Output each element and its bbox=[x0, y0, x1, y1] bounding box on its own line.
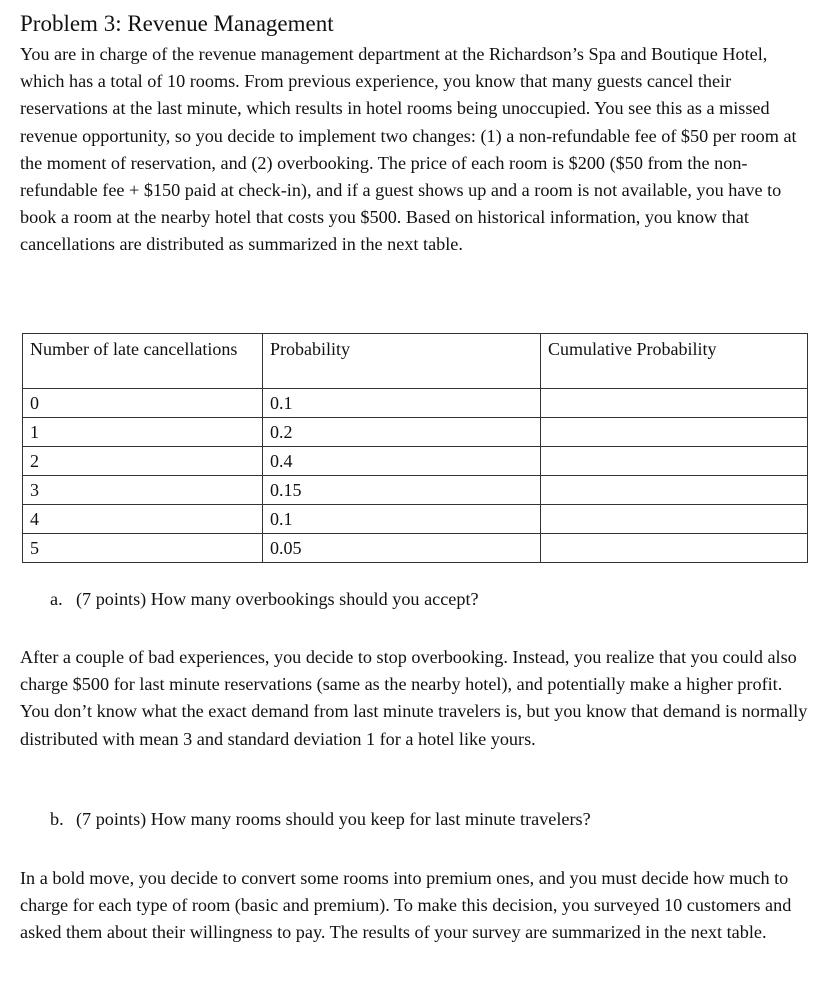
table-row bbox=[23, 476, 808, 505]
header-number-of-late-cancellations: Number of late cancellations bbox=[23, 334, 263, 389]
cell-probability: 0.05 bbox=[263, 534, 541, 563]
table-header-row bbox=[23, 334, 808, 389]
intro-paragraph: You are in charge of the revenue management department at the Richardson’s Spa and Boutique Hotel, which has a total of 10 rooms. From previous experience, you know that many guests cancel their reservations at the last minute, which results in hotel rooms being unoccupied. You see this as a missed revenue opportunity, so you decide to implement two changes: (1) a non-refundable fee of $50 per room at the moment of reservation, and (2) overbooking. The price of each room is $200 ($50 from the non-refundable fee + $150 paid at check-in), and if a guest shows up and a room is not available, you have to book a room at the nearby hotel that costs you $500. Based on historical information, you know that cancellations are distributed as summarized in the next table. bbox=[20, 44, 797, 255]
cell-cancellations: 1 bbox=[23, 418, 263, 447]
cell-cancellations: 2 bbox=[23, 447, 263, 476]
cell-cancellations: 5 bbox=[23, 534, 263, 563]
cell-cumulative bbox=[541, 447, 808, 476]
cell-probability: 0.4 bbox=[263, 447, 541, 476]
cell-probability: 0.15 bbox=[263, 476, 541, 505]
header-cumulative-probability: Cumulative Probability bbox=[541, 334, 808, 389]
table-row bbox=[23, 505, 808, 534]
cell-cumulative bbox=[541, 534, 808, 563]
question-a-text: (7 points) How many overbookings should you accept? bbox=[76, 589, 479, 609]
cancellation-table bbox=[22, 333, 808, 563]
question-a-label: a. bbox=[50, 589, 63, 609]
cell-cumulative bbox=[541, 389, 808, 418]
table-row bbox=[23, 418, 808, 447]
cell-probability: 0.1 bbox=[263, 505, 541, 534]
cell-cumulative bbox=[541, 505, 808, 534]
table-row bbox=[23, 447, 808, 476]
question-b bbox=[50, 809, 591, 830]
cell-cancellations: 0 bbox=[23, 389, 263, 418]
cell-cancellations: 4 bbox=[23, 505, 263, 534]
table-row bbox=[23, 534, 808, 563]
question-a bbox=[50, 589, 479, 610]
question-b-text: (7 points) How many rooms should you keep for last minute travelers? bbox=[76, 809, 591, 829]
paragraph-last-minute: After a couple of bad experiences, you decide to stop overbooking. Instead, you realize that you could also charge $500 for last minute reservations (same as the nearby hotel), and potentially make a higher profit. You don’t know what the exact demand from last minute travelers is, but you know that demand is normally distributed with mean 3 and standard deviation 1 for a hotel like yours. bbox=[20, 647, 808, 749]
table-row bbox=[23, 389, 808, 418]
cell-cumulative bbox=[541, 418, 808, 447]
cell-cancellations: 3 bbox=[23, 476, 263, 505]
problem-title: Problem 3: Revenue Management bbox=[20, 11, 334, 36]
question-b-label: b. bbox=[50, 809, 64, 829]
cell-probability: 0.2 bbox=[263, 418, 541, 447]
document-page bbox=[20, 10, 810, 259]
header-probability: Probability bbox=[263, 334, 541, 389]
cell-cumulative bbox=[541, 476, 808, 505]
cell-probability: 0.1 bbox=[263, 389, 541, 418]
paragraph-premium-rooms: In a bold move, you decide to convert some rooms into premium ones, and you must decide how much to charge for each type of room (basic and premium). To make this decision, you surveyed 10 customers and asked them about their willingness to pay. The results of your survey are summarized in the next table. bbox=[20, 868, 792, 943]
